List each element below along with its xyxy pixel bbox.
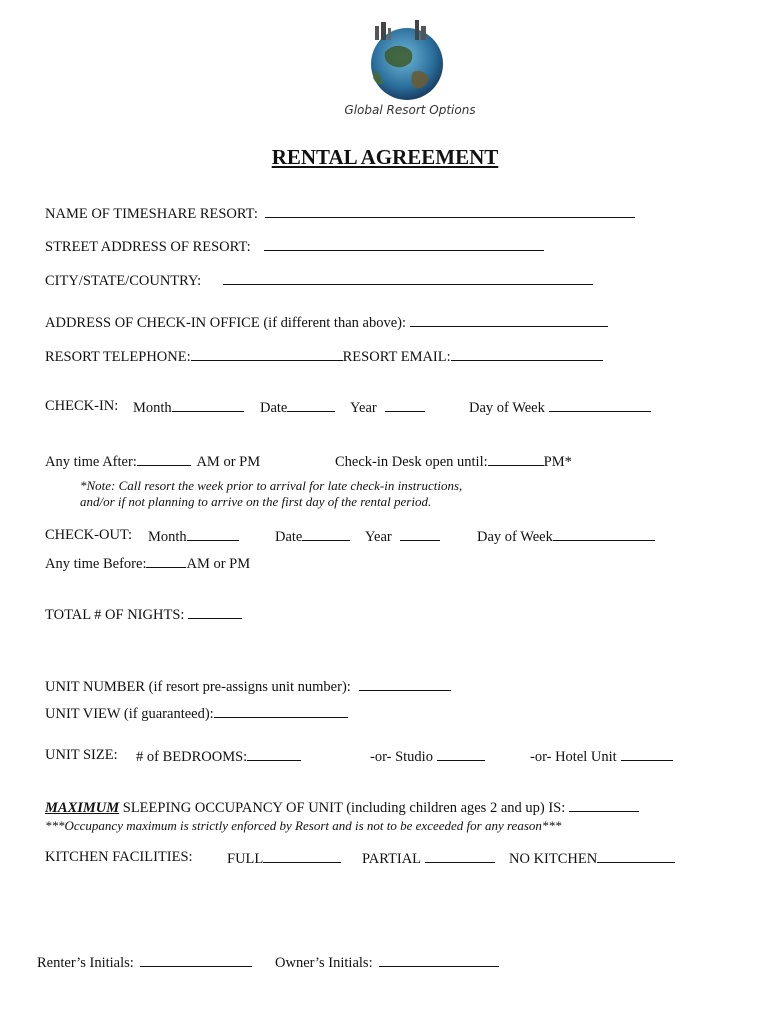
email-field[interactable] <box>451 348 603 361</box>
city-label: CITY/STATE/COUNTRY: <box>45 273 202 289</box>
kitchen-partial-label: PARTIAL <box>362 851 422 867</box>
kitchen-label: KITCHEN FACILITIES: <box>45 849 193 865</box>
city-row <box>45 272 593 289</box>
checkout-month <box>148 528 239 545</box>
occupancy-field[interactable] <box>569 799 639 812</box>
nights-row <box>45 606 242 623</box>
checkin-desk-field[interactable] <box>488 453 544 466</box>
resort-name-label: NAME OF TIMESHARE RESORT: <box>45 206 258 222</box>
bedrooms-label: # of BEDROOMS: <box>136 749 248 765</box>
company-logo <box>345 12 475 127</box>
checkin-date-label: Date <box>260 400 288 416</box>
renter-initials-label: Renter’s Initials: <box>37 955 134 971</box>
unit-number-field[interactable] <box>359 678 451 691</box>
page-title: RENTAL AGREEMENT <box>271 145 499 169</box>
resort-name-field[interactable] <box>265 205 635 218</box>
checkin-note-2: and/or if not planning to arrive on the first day of the rental period. <box>80 494 432 509</box>
checkin-date-field[interactable] <box>287 399 335 412</box>
telephone-label: RESORT TELEPHONE: <box>45 349 191 365</box>
checkout-date-field[interactable] <box>302 528 350 541</box>
email-label: RESORT EMAIL: <box>342 349 451 365</box>
owner-initials-row <box>275 954 499 971</box>
kitchen-full-label: FULL <box>227 851 264 867</box>
checkin-office-field[interactable] <box>410 314 608 327</box>
occupancy-label: SLEEPING OCCUPANCY OF UNIT (including children ages 2 and up) IS: <box>119 800 566 816</box>
hotel-field[interactable] <box>621 748 673 761</box>
checkin-after-label: Any time After: <box>45 454 137 470</box>
checkout-dow <box>477 528 655 545</box>
city-field[interactable] <box>223 272 593 285</box>
checkin-pm: PM* <box>543 454 572 470</box>
renter-initials-field[interactable] <box>140 954 252 967</box>
owner-initials-field[interactable] <box>379 954 499 967</box>
checkin-dow <box>469 399 651 416</box>
checkin-desk-label: Check-in Desk open until: <box>335 454 488 470</box>
checkin-desk-row <box>335 453 572 470</box>
checkout-date <box>275 528 350 545</box>
unit-view-row <box>45 705 348 722</box>
checkout-before-field[interactable] <box>146 555 186 568</box>
bedrooms-field[interactable] <box>247 748 301 761</box>
street-field[interactable] <box>264 238 544 251</box>
checkout-ampm: AM or PM <box>186 556 251 572</box>
checkin-dow-field[interactable] <box>549 399 651 412</box>
checkin-month-field[interactable] <box>172 399 244 412</box>
checkin-year-field[interactable] <box>385 399 425 412</box>
kitchen-partial-field[interactable] <box>425 850 495 863</box>
kitchen-partial-row <box>362 850 495 867</box>
checkin-after-row <box>45 453 260 470</box>
unit-number-row <box>45 678 451 695</box>
kitchen-full-row <box>227 850 341 867</box>
studio-row <box>370 748 485 765</box>
checkin-office-label: ADDRESS OF CHECK-IN OFFICE (if different than above): <box>45 315 406 331</box>
telephone-field[interactable] <box>191 348 343 361</box>
checkout-year-label: Year <box>365 529 392 545</box>
nights-label: TOTAL # OF NIGHTS: <box>45 607 185 623</box>
phone-email-row <box>45 348 603 365</box>
checkout-before-row <box>45 555 250 572</box>
checkout-date-label: Date <box>275 529 303 545</box>
unit-view-field[interactable] <box>214 705 348 718</box>
checkout-month-field[interactable] <box>187 528 239 541</box>
checkin-year <box>350 399 425 416</box>
checkout-label: CHECK-OUT: <box>45 527 133 543</box>
resort-name-row <box>45 205 635 222</box>
unit-number-label: UNIT NUMBER (if resort pre-assigns unit number): <box>45 679 351 695</box>
checkin-year-label: Year <box>350 400 377 416</box>
checkin-label: CHECK-IN: <box>45 398 119 414</box>
renter-initials-row <box>37 954 252 971</box>
checkout-month-label: Month <box>148 529 187 545</box>
checkin-after-field[interactable] <box>137 453 191 466</box>
bedrooms-row <box>136 748 301 765</box>
kitchen-none-label: NO KITCHEN <box>509 851 598 867</box>
checkin-month-label: Month <box>133 400 172 416</box>
checkin-month <box>133 399 244 416</box>
checkout-year-field[interactable] <box>400 528 440 541</box>
studio-field[interactable] <box>437 748 485 761</box>
checkin-date <box>260 399 335 416</box>
unit-view-label: UNIT VIEW (if guaranteed): <box>45 706 214 722</box>
owner-initials-label: Owner’s Initials: <box>275 955 373 971</box>
checkin-note-1: *Note: Call resort the week prior to arrival for late check-in instructions, <box>80 478 463 493</box>
occupancy-row <box>45 799 639 816</box>
logo-text: Global Resort Options <box>345 103 475 117</box>
checkin-ampm: AM or PM <box>196 454 261 470</box>
street-row <box>45 238 544 255</box>
unit-size-label: UNIT SIZE: <box>45 747 118 763</box>
hotel-label: -or- Hotel Unit <box>530 749 617 765</box>
nights-field[interactable] <box>188 606 242 619</box>
checkout-dow-label: Day of Week <box>477 529 553 545</box>
kitchen-full-field[interactable] <box>263 850 341 863</box>
checkin-office-row <box>45 314 608 331</box>
checkout-before-label: Any time Before: <box>45 556 147 572</box>
street-label: STREET ADDRESS OF RESORT: <box>45 239 251 255</box>
occupancy-note: ***Occupancy maximum is strictly enforced by Resort and is not to be exceeded for any reason*** <box>45 818 562 833</box>
studio-label: -or- Studio <box>370 749 433 765</box>
kitchen-none-field[interactable] <box>597 850 675 863</box>
kitchen-none-row <box>509 850 675 867</box>
globe-icon <box>345 12 475 127</box>
checkout-dow-field[interactable] <box>553 528 655 541</box>
maximum-label: MAXIMUM <box>45 800 120 816</box>
hotel-row <box>530 748 673 765</box>
checkin-dow-label: Day of Week <box>469 400 545 416</box>
checkout-year <box>365 528 440 545</box>
